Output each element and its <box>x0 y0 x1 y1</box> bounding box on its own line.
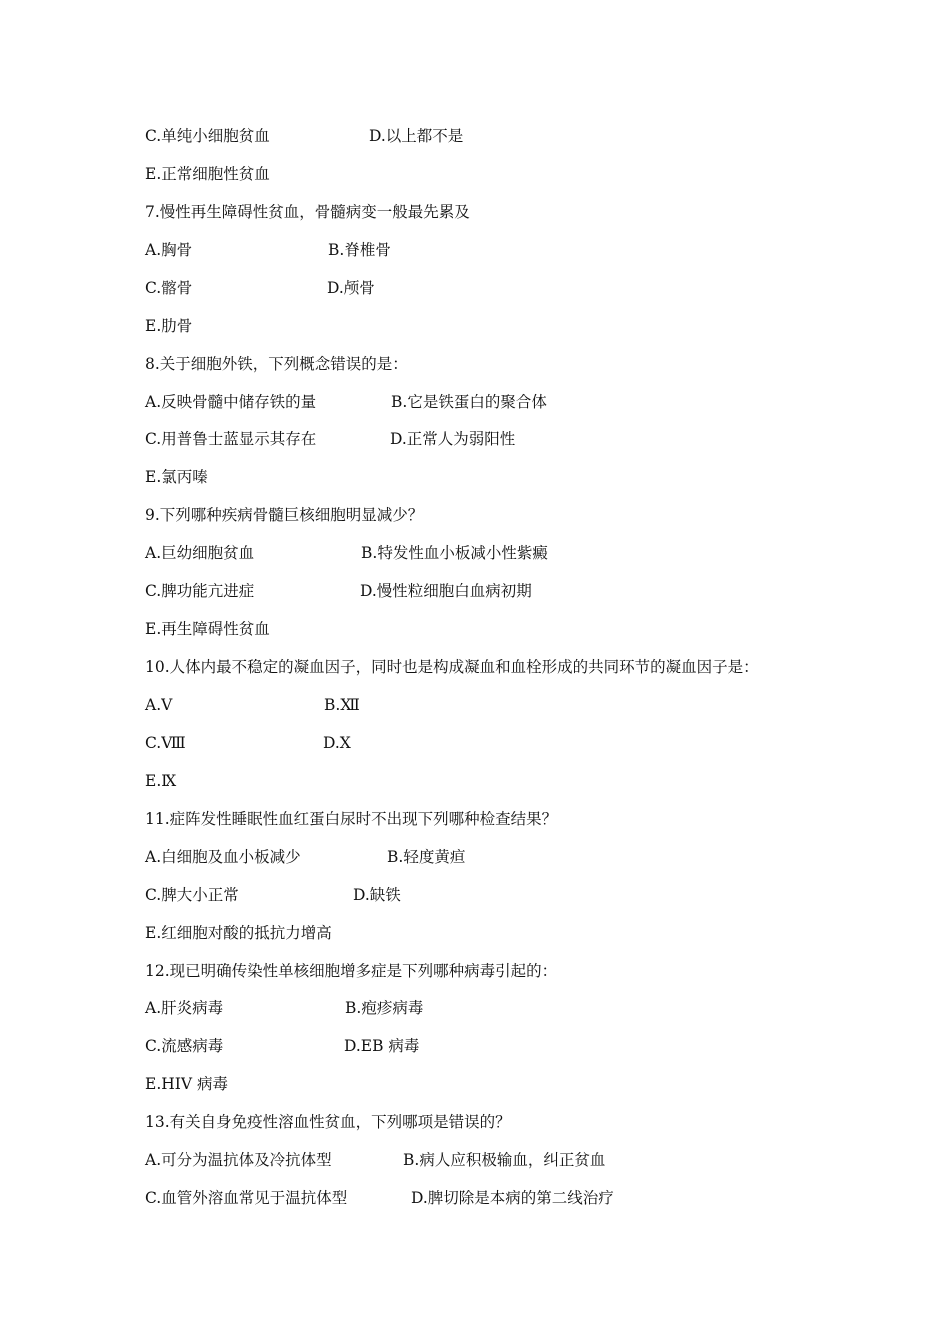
q7-option-d: D.颅骨 <box>327 279 375 297</box>
q13-option-c: C.血管外溶血常见于温抗体型 <box>145 1189 348 1207</box>
q12-option-b: B.疱疹病毒 <box>345 999 424 1017</box>
q7-stem: 7.慢性再生障碍性贫血，骨髓病变一般最先累及 <box>145 203 470 221</box>
q13-stem: 13.有关自身免疫性溶血性贫血，下列哪项是错误的？ <box>145 1113 511 1131</box>
q7-option-c: C.髂骨 <box>145 279 193 297</box>
q13-option-b: B.病人应积极输血，纠正贫血 <box>403 1151 606 1169</box>
q10-option-b: B.Ⅻ <box>324 696 360 714</box>
q6-option-d: D.以上都不是 <box>369 127 464 145</box>
q8-option-e: E.氯丙嗪 <box>145 468 208 486</box>
q12-stem: 12.现已明确传染性单核细胞增多症是下列哪种病毒引起的： <box>145 962 558 980</box>
q12-option-c: C.流感病毒 <box>145 1037 224 1055</box>
q8-stem: 8.关于细胞外铁，下列概念错误的是： <box>145 355 408 373</box>
q11-option-e: E.红细胞对酸的抵抗力增高 <box>145 924 332 942</box>
q10-option-a: A.Ⅴ <box>145 696 173 714</box>
q10-option-e: E.Ⅸ <box>145 772 177 790</box>
q8-option-c: C.用普鲁士蓝显示其存在 <box>145 430 317 448</box>
q11-option-d: D.缺铁 <box>353 886 401 904</box>
q11-option-a: A.白细胞及血小板减少 <box>145 848 301 866</box>
q7-option-b: B.脊椎骨 <box>328 241 391 259</box>
q12-option-a: A.肝炎病毒 <box>145 999 224 1017</box>
q9-stem: 9.下列哪种疾病骨髓巨核细胞明显减少？ <box>145 506 424 524</box>
q9-option-d: D.慢性粒细胞白血病初期 <box>360 582 532 600</box>
q13-option-a: A.可分为温抗体及冷抗体型 <box>145 1151 332 1169</box>
q11-stem: 11.症阵发性睡眠性血红蛋白尿时不出现下列哪种检查结果？ <box>145 810 558 828</box>
q11-option-c: C.脾大小正常 <box>145 886 239 904</box>
q9-option-a: A.巨幼细胞贫血 <box>145 544 255 562</box>
q12-option-e: E.HIV 病毒 <box>145 1075 229 1093</box>
q10-option-d: D.Ⅹ <box>323 734 351 752</box>
q8-option-a: A.反映骨髓中储存铁的量 <box>145 393 317 411</box>
q6-option-c: C.单纯小细胞贫血 <box>145 127 270 145</box>
q8-option-d: D.正常人为弱阳性 <box>390 430 516 448</box>
q9-option-b: B.特发性血小板减小性紫癜 <box>361 544 548 562</box>
q10-option-c: C.Ⅷ <box>145 734 186 752</box>
q13-option-d: D.脾切除是本病的第二线治疗 <box>411 1189 614 1207</box>
q10-stem: 10.人体内最不稳定的凝血因子，同时也是构成凝血和血栓形成的共同环节的凝血因子是： <box>145 658 759 676</box>
q12-option-d: D.EB 病毒 <box>344 1037 420 1055</box>
q6-option-e: E.正常细胞性贫血 <box>145 165 270 183</box>
q7-option-e: E.肋骨 <box>145 317 193 335</box>
q9-option-c: C.脾功能亢进症 <box>145 582 255 600</box>
q11-option-b: B.轻度黄疸 <box>387 848 466 866</box>
q8-option-b: B.它是铁蛋白的聚合体 <box>391 393 547 411</box>
q9-option-e: E.再生障碍性贫血 <box>145 620 270 638</box>
q7-option-a: A.胸骨 <box>145 241 193 259</box>
